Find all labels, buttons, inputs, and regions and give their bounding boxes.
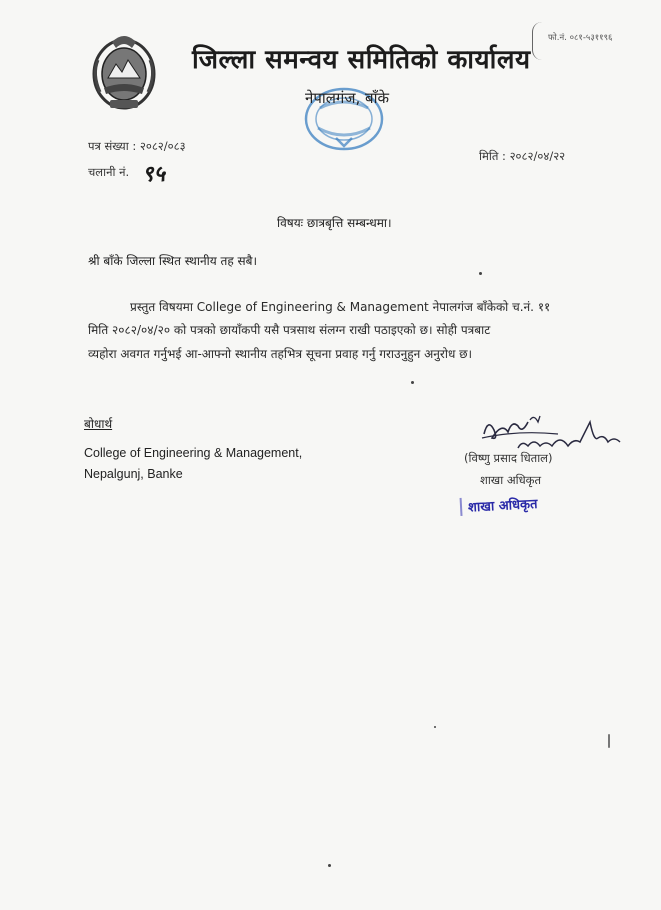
dispatch-label: चलानी नं. [88,165,130,179]
phone-block [532,22,652,60]
cc-recipient-line: Nepalgunj, Banke [84,467,183,481]
signatory-title: शाखा अधिकृत [480,473,542,487]
bracket-decoration [532,22,543,60]
reference-number: पत्र संख्या : २०८२/०८३ [88,139,186,153]
letter-addressee: श्री बाँके जिल्ला स्थित स्थानीय तह सबै। [88,254,258,268]
phone-number: फो.नं. ०८१-५३११९६ [548,33,613,43]
cc-recipient-line: College of Engineering & Management, [84,446,303,460]
scan-speck [479,272,482,275]
scan-speck [608,734,610,748]
cc-label: बोधार्थ [84,417,113,431]
body-line: व्यहोरा अवगत गर्नुभई आ-आफ्नो स्थानीय तहभित्र सूचना प्रवाह गर्नु गराउनुहुन अनुरोध छ। [88,347,473,361]
nepal-emblem-icon [86,30,162,114]
body-line: मिति २०८२/०४/२० को पत्रको छायाँकपी यसै पत्रसाथ संलग्न राखी पठाइएको छ। सोही पत्रबाट [88,323,491,337]
section-officer-stamp: शाखा अधिकृत [460,494,538,516]
letter-subject: विषयः छात्रबृत्ति सम्बन्धमा। [277,216,392,230]
handwritten-signature [478,412,628,452]
dispatch-number: ९५ [142,162,165,187]
scan-speck [411,381,414,384]
office-title: जिल्ला समन्वय समितिको कार्यालय [192,45,531,75]
scan-speck [434,726,436,728]
office-location: नेपालगंज, बाँके [305,89,389,107]
letter-date: मिति : २०८२/०४/२२ [479,149,566,163]
scan-speck [328,864,331,867]
signatory-name: (विष्णु प्रसाद धिताल) [464,451,553,465]
body-line: प्रस्तुत विषयमा College of Engineering & Management नेपालगंज बाँकेको च.नं. ११ [130,300,551,314]
